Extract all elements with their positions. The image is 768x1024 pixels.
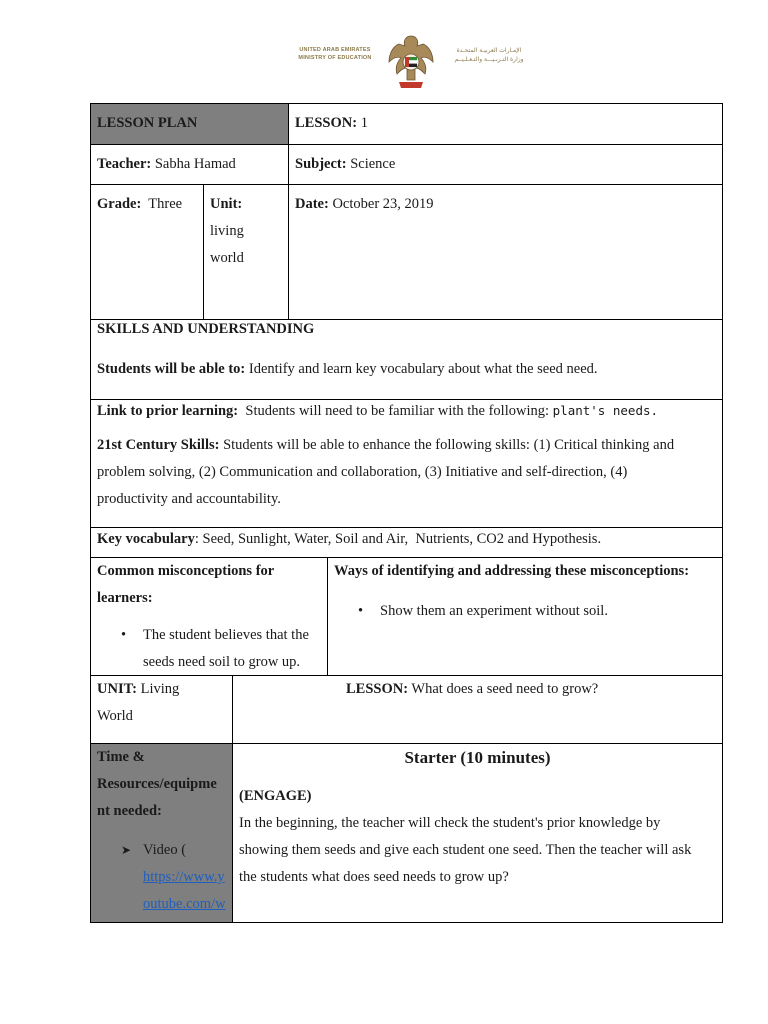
time-resources-cell: Time & Resources/equipme nt needed: ➤ Video ( https://www.y outube.com/w: [90, 743, 233, 923]
teacher-cell: Teacher: Sabha Hamad: [90, 144, 289, 185]
addressing-item: • Show them an experiment without soil.: [334, 598, 716, 625]
arrow-bullet-icon: ➤: [121, 843, 132, 857]
skills-cell: SKILLS AND UNDERSTANDING Students will be able to: Identify and learn key vocabulary about what the seed need.: [90, 319, 723, 400]
starter-title: Starter (10 minutes): [404, 748, 551, 767]
video-link-continued[interactable]: outube.com/w: [143, 896, 226, 912]
grade-cell: Grade: Three: [90, 184, 204, 320]
subject-cell: Subject: Science: [288, 144, 723, 185]
unit-name-cell: UNIT: Living World: [90, 675, 233, 744]
uae-falcon-emblem-icon: [385, 32, 437, 90]
lesson-number-cell: LESSON: 1: [288, 103, 723, 145]
resource-item: ➤ Video ( https://www.y outube.com/w: [97, 837, 226, 918]
misconception-item: • The student believes that the seeds need soil to grow up.: [97, 622, 321, 676]
disc-bullet-icon: •: [358, 603, 364, 619]
misconceptions-right-cell: Ways of identifying and addressing these misconceptions: • Show them an experiment without soil.: [327, 557, 723, 676]
disc-bullet-icon: •: [121, 627, 127, 643]
lesson-title-cell: LESSON: What does a seed need to grow?: [232, 675, 723, 744]
ministry-header: [285, 30, 535, 90]
unit-cell: Unit: living world: [203, 184, 289, 320]
date-cell: Date: October 23, 2019: [288, 184, 723, 320]
ministry-name-english: UNITED ARAB EMIRATES MINISTRY OF EDUCATION: [298, 47, 372, 61]
lesson-plan-table: [90, 103, 723, 923]
key-vocabulary-cell: Key vocabulary: Seed, Sunlight, Water, Soil and Air, Nutrients, CO2 and Hypothesis.: [90, 527, 723, 558]
starter-cell: Starter (10 minutes) (ENGAGE) In the beginning, the teacher will check the student's prior knowledge by showing them seeds and give each student one seed. Then the teacher will ask the students what does seed needs to grow up?: [232, 743, 723, 923]
lesson-plan-header-cell: LESSON PLAN: [90, 103, 289, 145]
prior-learning-cell: Link to prior learning: Students will need to be familiar with the following: plant's needs. 21st Century Skills: Students will be able to enhance the following skills: (1) Critical thinking and problem solving, (2) Communication and collaboration, (3) Initiative and self-direction, (4) productivity and accountability.: [90, 399, 723, 528]
ministry-name-arabic: الإمـارات العربيـة المتحـدة وزارة التـربـيـــة والتـعـلـيــم: [454, 47, 524, 63]
video-link[interactable]: https://www.y: [143, 869, 225, 885]
misconceptions-left-cell: Common misconceptions for learners: • The student believes that the seeds need soil to grow up.: [90, 557, 328, 676]
